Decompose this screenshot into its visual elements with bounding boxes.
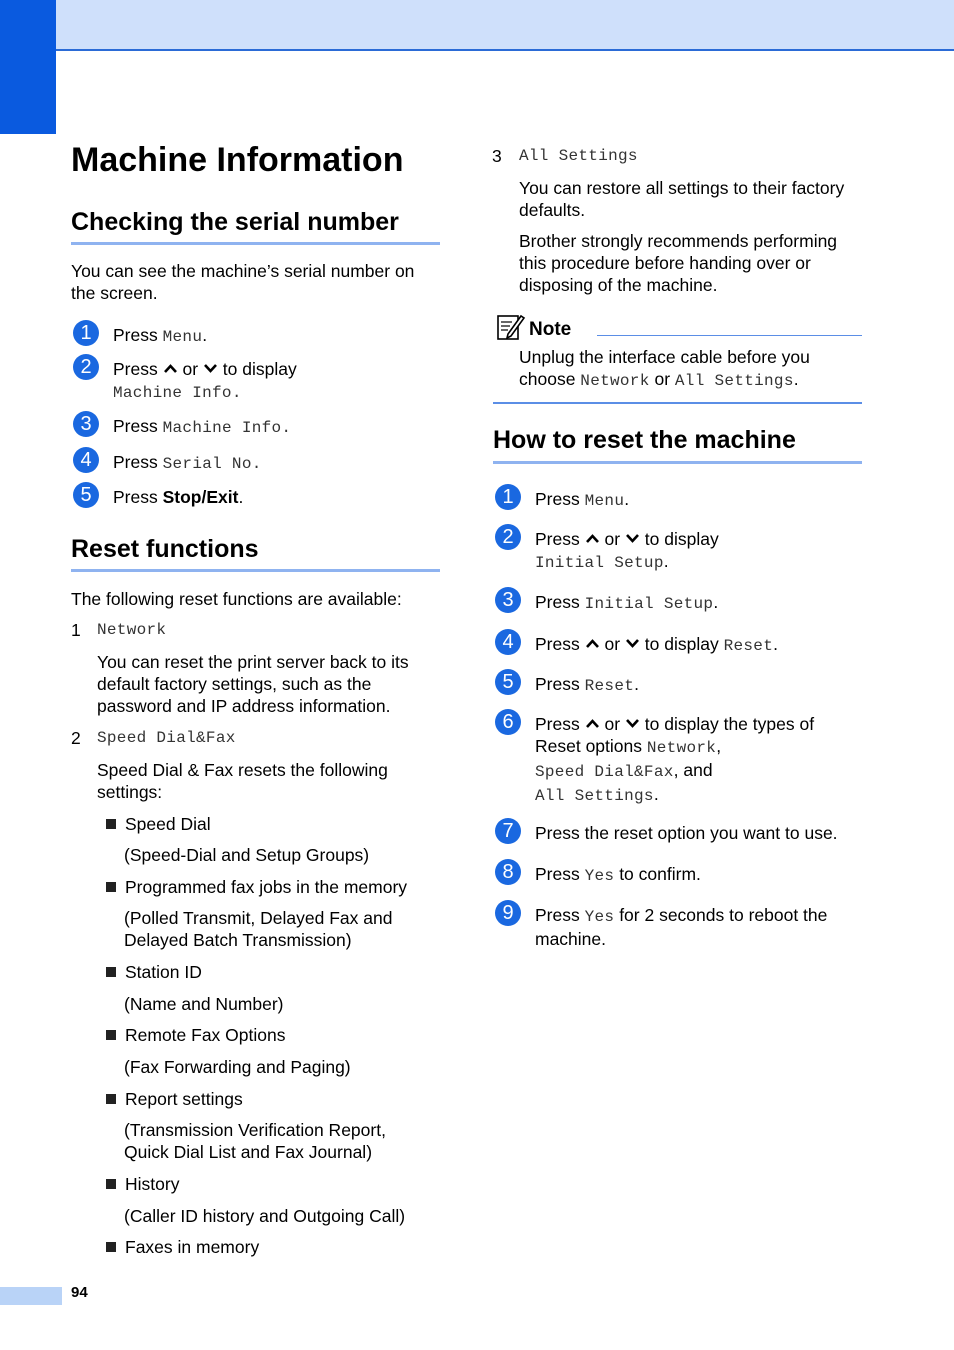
bullet-sub: (Fax Forwarding and Paging) [124,1057,351,1077]
chevron-down-icon [625,531,640,546]
footer-tab [0,1287,62,1305]
step-number: 6 [495,709,521,735]
chapter-tab [0,0,56,134]
reset-step-1: Press Menu. [535,489,630,510]
bullet-square-icon [106,967,116,977]
step-number: 9 [495,900,521,926]
serial-step-5: Press Stop/Exit. [113,487,244,507]
reset-step-9: Press Yes for 2 seconds to reboot the machine. [535,905,828,949]
bullet-square-icon [106,1094,116,1104]
item-number: 3 [492,146,502,166]
chevron-up-icon [585,716,600,731]
bullet-item: Faxes in memory [106,1236,259,1258]
option-network-desc: You can reset the print server back to its default factory settings, such as the password and IP address information. [97,652,409,716]
item-number: 2 [71,728,81,748]
serial-step-1: Press Menu. [113,325,208,346]
note-title: Note [529,319,572,340]
header-band [0,0,954,51]
bullet-square-icon [106,819,116,829]
reset-step-8: Press Yes to confirm. [535,864,701,885]
step-number: 4 [73,447,99,473]
bullet-square-icon [106,1030,116,1040]
bullet-item: Remote Fax Options [106,1024,285,1046]
reset-step-5: Press Reset. [535,674,639,695]
step-number: 2 [73,354,99,380]
serial-step-2: Press or to display Machine Info. [113,359,297,402]
bullet-square-icon [106,882,116,892]
item-number: 1 [71,620,81,640]
section-heading-how-to-reset: How to reset the machine [493,426,796,454]
reset-step-7: Press the reset option you want to use. [535,823,838,843]
bullet-sub: (Polled Transmit, Delayed Fax and Delayed Batch Transmission) [124,908,393,950]
option-speed-dial-fax-desc: Speed Dial & Fax resets the following settings: [97,760,388,802]
step-number: 8 [495,859,521,885]
page-number: 94 [71,1284,88,1301]
note-pencil-icon [496,312,526,342]
option-all-settings-note: Brother strongly recommends performing this procedure before handing over or disposing of the machine. [519,231,838,295]
reset-functions-intro: The following reset functions are available: [71,589,402,609]
bullet-square-icon [106,1179,116,1189]
bullet-item: Report settings [106,1088,243,1110]
chevron-down-icon [625,636,640,651]
reset-step-3: Press Initial Setup. [535,592,719,613]
option-speed-dial-fax: Speed Dial&Fax [97,729,236,747]
step-number: 1 [495,484,521,510]
serial-step-3: Press Machine Info. [113,416,292,437]
reset-step-4: Press or to display Reset. [535,634,778,655]
step-number: 5 [495,669,521,695]
reset-step-6: Press or to display the types of Reset options Network, Speed Dial&Fax, and All Settings. [535,714,815,805]
bullet-sub: (Transmission Verification Report, Quick Dial List and Fax Journal) [124,1120,386,1162]
chevron-up-icon [163,361,178,376]
step-number: 1 [73,320,99,346]
bullet-item: Station ID [106,961,202,983]
section-heading-reset-functions: Reset functions [71,535,259,563]
chevron-up-icon [585,636,600,651]
bullet-square-icon [106,1242,116,1252]
bullet-item: Speed Dial [106,813,211,835]
note-text: Unplug the interface cable before you choose Network or All Settings. [519,347,810,390]
section-rule [71,242,440,245]
note-bottom-rule [493,402,862,404]
page-title: Machine Information [71,141,404,179]
chevron-up-icon [585,531,600,546]
bullet-sub: (Speed-Dial and Setup Groups) [124,845,370,865]
bullet-item: History [106,1173,179,1195]
bullet-item: Programmed fax jobs in the memory [106,876,407,898]
step-number: 2 [495,524,521,550]
step-number: 3 [73,411,99,437]
section-heading-serial: Checking the serial number [71,208,399,236]
bullet-sub: (Caller ID history and Outgoing Call) [124,1206,406,1226]
option-all-settings: All Settings [519,147,638,165]
chevron-down-icon [203,361,218,376]
serial-intro: You can see the machine’s serial number on the screen. [71,261,415,303]
option-all-settings-desc: You can restore all settings to their factory defaults. [519,178,845,220]
bullet-sub: (Name and Number) [124,994,284,1014]
serial-step-4: Press Serial No. [113,452,262,473]
step-number: 5 [73,482,99,508]
section-rule [493,461,862,464]
step-number: 4 [495,629,521,655]
section-rule [71,569,440,572]
step-number: 7 [495,818,521,844]
option-network: Network [97,621,167,639]
note-top-rule [597,335,862,336]
chevron-down-icon [625,716,640,731]
step-number: 3 [495,587,521,613]
reset-step-2: Press or to display Initial Setup. [535,529,719,572]
